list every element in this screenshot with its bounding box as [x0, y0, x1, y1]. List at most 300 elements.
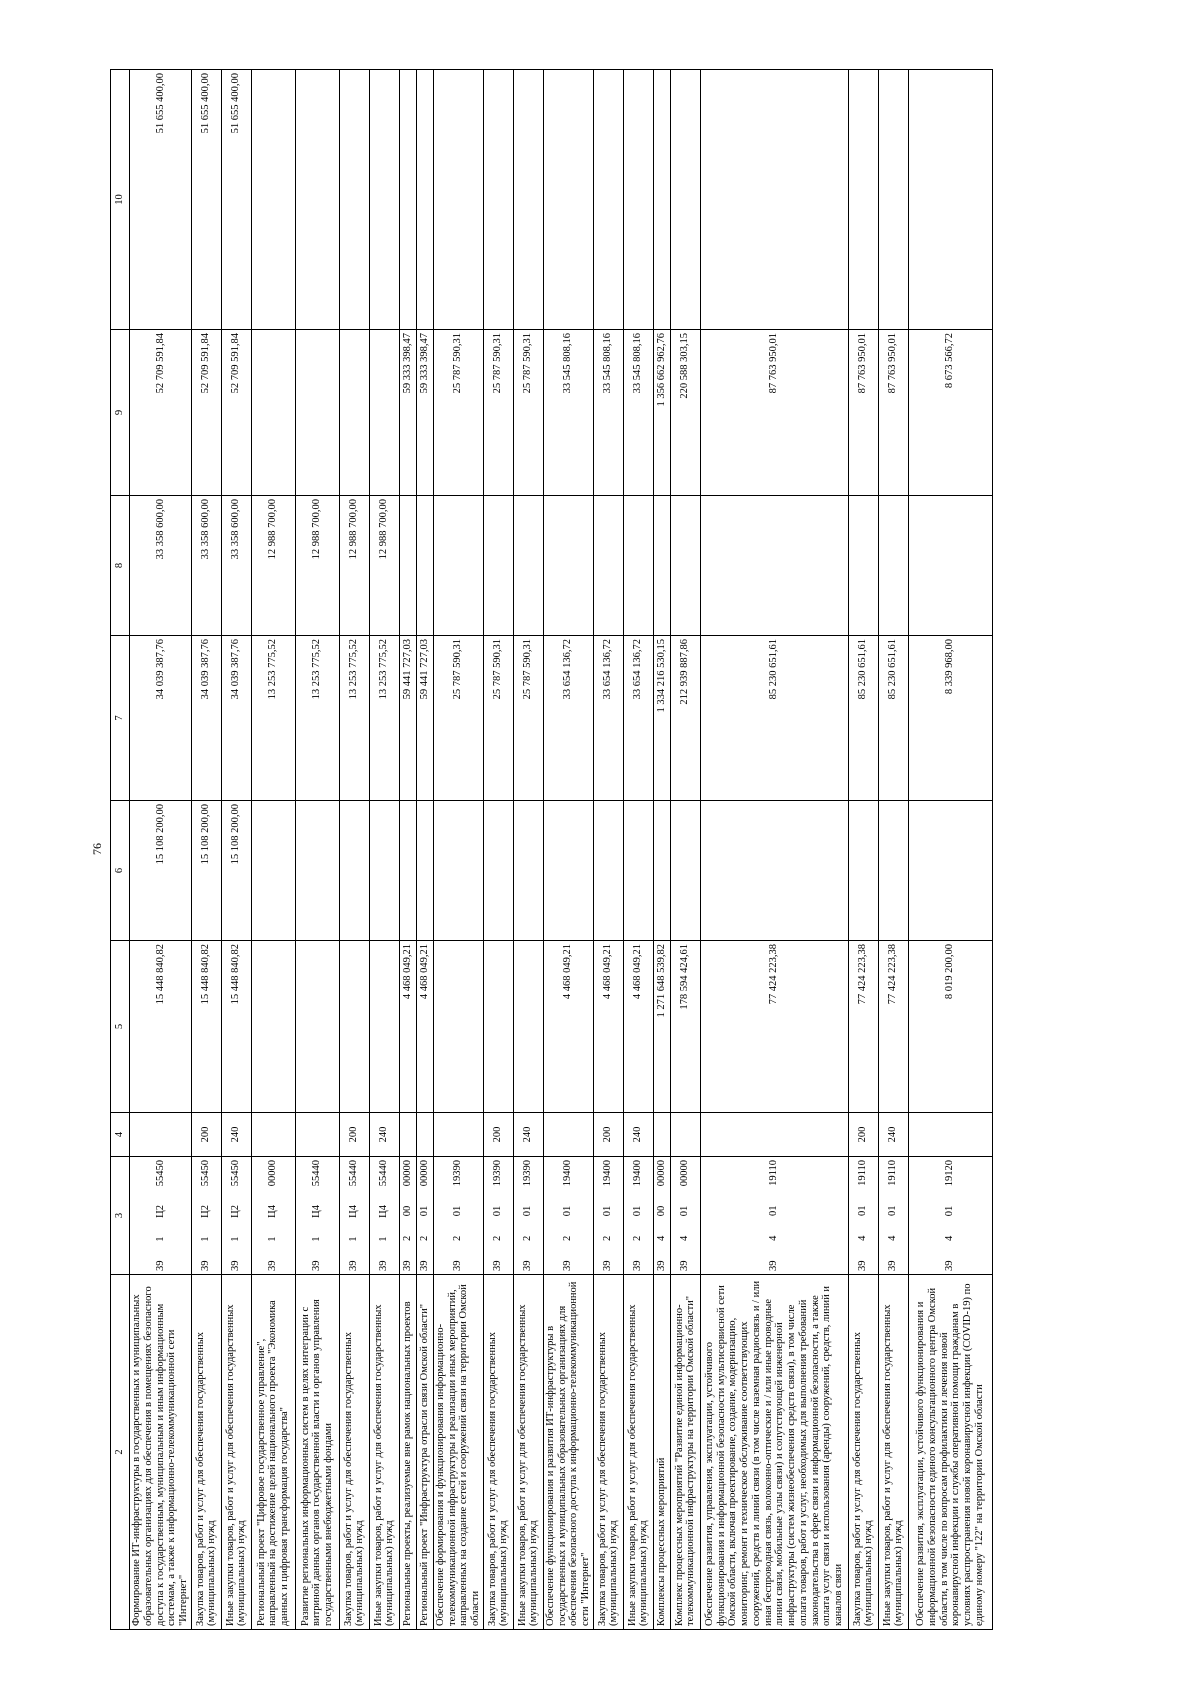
budget-code-part: 39	[768, 1260, 780, 1271]
table-row	[878, 70, 908, 1630]
amount-c10: 51 655 400,00	[191, 70, 221, 330]
expense-type	[670, 1113, 700, 1157]
budget-code-part: 00	[401, 1205, 413, 1217]
amount-c9: 25 787 590,31	[513, 330, 543, 496]
budget-code-part: 1	[230, 1236, 242, 1242]
amount-c10	[908, 70, 992, 330]
header-cell: 9	[111, 330, 130, 496]
budget-code-part: 55440	[348, 1160, 360, 1187]
amount-c6	[700, 801, 848, 941]
budget-code-part: Ц4	[378, 1204, 390, 1218]
budget-code-part: 19400	[632, 1160, 644, 1187]
expense-type	[908, 1113, 992, 1157]
row-description: Формирование ИТ-инфраструктуры в государственных и муниципальных образовательных организациях для обеспечения в помещениях безопасного доступа к государственным, муниципальным и иным информационным системам, а также к информационно-телекоммуникационной сети "Интернет"	[130, 1275, 192, 1630]
budget-code-part: 39	[679, 1260, 691, 1271]
row-description: Региональные проекты, реализуемые вне рамок национальных проектов	[399, 1275, 416, 1630]
expense-type	[653, 1113, 670, 1157]
amount-c6: 15 108 200,00	[191, 801, 221, 941]
row-description: Региональный проект "Инфраструктура отрасли связи Омской области"	[416, 1275, 433, 1630]
amount-c6	[593, 801, 623, 941]
budget-code-part: 55450	[154, 1160, 166, 1187]
header-cell: 2	[111, 1275, 130, 1630]
amount-c8	[623, 496, 653, 636]
amount-c6	[878, 801, 908, 941]
budget-code-part: 39	[401, 1260, 413, 1271]
budget-code	[700, 1157, 848, 1275]
amount-c6: 15 108 200,00	[221, 801, 251, 941]
budget-code-part: 4	[857, 1235, 869, 1241]
expense-type	[295, 1113, 339, 1157]
amount-c8	[670, 496, 700, 636]
table-row	[369, 70, 399, 1630]
amount-c5: 15 448 840,82	[191, 941, 221, 1113]
amount-c5: 77 424 223,38	[848, 941, 878, 1113]
amount-c6	[623, 801, 653, 941]
amount-c5: 8 019 200,00	[908, 941, 992, 1113]
budget-code-part: 2	[632, 1235, 644, 1241]
budget-code-part: 1	[348, 1236, 360, 1242]
budget-code-part: 39	[418, 1260, 430, 1271]
amount-c8: 12 988 700,00	[295, 496, 339, 636]
amount-c5: 4 468 049,21	[593, 941, 623, 1113]
budget-code-part: 19120	[944, 1160, 956, 1187]
expense-type	[416, 1113, 433, 1157]
amount-c9: 87 763 950,01	[700, 330, 848, 496]
row-description: Иные закупки товаров, работ и услуг для обеспечения государственных (муниципальных) нужд	[513, 1275, 543, 1630]
budget-code-part: 39	[452, 1260, 464, 1271]
amount-c9	[295, 330, 339, 496]
expense-type: 240	[221, 1113, 251, 1157]
budget-code-part: 55450	[200, 1160, 212, 1187]
table-row	[295, 70, 339, 1630]
amount-c10	[251, 70, 295, 330]
budget-code-part: 39	[378, 1260, 390, 1271]
amount-c6	[433, 801, 483, 941]
expense-type: 200	[848, 1113, 878, 1157]
amount-c6	[416, 801, 433, 941]
amount-c8	[908, 496, 992, 636]
amount-c5	[295, 941, 339, 1113]
amount-c10	[700, 70, 848, 330]
row-description: Обеспечение развития, эксплуатации, устойчивого функционирования и информационной безопасности единого консультационного центра Омской области, в том числе по вопросам профилактики и лечения новой коронавирусной инфекции и службы оперативной помощи гражданам в условиях распространения новой коронавирусной инфекции (COVID-19) по единому номеру "122" на территории Омской области	[908, 1275, 992, 1630]
amount-c9: 59 333 398,47	[416, 330, 433, 496]
table-row	[700, 70, 848, 1630]
budget-code-part: Ц4	[311, 1204, 323, 1218]
row-description: Иные закупки товаров, работ и услуг для обеспечения государственных (муниципальных) нужд	[221, 1275, 251, 1630]
budget-code-part: 01	[522, 1205, 534, 1217]
amount-c6	[848, 801, 878, 941]
budget-code-part: 4	[768, 1235, 780, 1241]
amount-c8	[513, 496, 543, 636]
amount-c6: 15 108 200,00	[130, 801, 192, 941]
amount-c9: 52 709 591,84	[130, 330, 192, 496]
amount-c10	[623, 70, 653, 330]
expense-type	[433, 1113, 483, 1157]
budget-code	[593, 1157, 623, 1275]
budget-code-part: Ц2	[154, 1204, 166, 1218]
budget-code	[623, 1157, 653, 1275]
budget-code-part: 4	[679, 1235, 691, 1241]
budget-code-part: 2	[522, 1235, 534, 1241]
expense-type	[251, 1113, 295, 1157]
budget-code-part: 19110	[768, 1160, 780, 1186]
amount-c10	[483, 70, 513, 330]
row-description: Обеспечение развития, управления, эксплуатации, устойчивого функционирования и информационной безопасности мультисервисной сети Омской области, включая проектирование, создание, модернизацию, мониторинг, ремонт и техническое обслуживание соответствующих сооружений, средств и линий связи (в том числе наземная радиосвязь и / или иная беспроводная связь, волоконно-оптические и / или иные проводные линии связи, мобильные узлы связи) и сопутствующей инженерной инфраструктуры (систем жизнеобеспечения средств связи), в том числе оплата товаров, работ и услуг, необходимых для выполнения требований законодательства в сфере связи и информационной безопасности, а также оплата услуг связи и использования (аренды) сооружений, средств, линий и каналов связи	[700, 1275, 848, 1630]
amount-c6	[369, 801, 399, 941]
budget-code-part: 01	[418, 1205, 430, 1217]
amount-c8	[653, 496, 670, 636]
budget-code-part: 1	[378, 1236, 390, 1242]
amount-c5: 15 448 840,82	[130, 941, 192, 1113]
table-row	[399, 70, 416, 1630]
amount-c5: 77 424 223,38	[878, 941, 908, 1113]
budget-code-part: 19390	[492, 1160, 504, 1187]
header-cell: 5	[111, 941, 130, 1113]
budget-code-part: 01	[602, 1205, 614, 1217]
amount-c6	[251, 801, 295, 941]
budget-code	[191, 1157, 221, 1275]
row-description: Региональный проект "Цифровое государственное управление", направленный на достижение целей национального проекта "Экономика данных и цифровая трансформация государства"	[251, 1275, 295, 1630]
budget-code	[878, 1157, 908, 1275]
row-description: Закупка товаров, работ и услуг для обеспечения государственных (муниципальных) нужд	[339, 1275, 369, 1630]
table-row	[339, 70, 369, 1630]
header-cell: 10	[111, 70, 130, 330]
amount-c7: 85 230 651,61	[848, 636, 878, 801]
budget-code-part: 39	[200, 1260, 212, 1271]
budget-code	[130, 1157, 192, 1275]
amount-c7: 34 039 387,76	[191, 636, 221, 801]
amount-c8	[433, 496, 483, 636]
expense-type: 200	[593, 1113, 623, 1157]
amount-c8	[848, 496, 878, 636]
budget-code-part: 01	[492, 1205, 504, 1217]
budget-code-part: 2	[401, 1235, 413, 1241]
amount-c7: 33 654 136,72	[593, 636, 623, 801]
amount-c5: 77 424 223,38	[700, 941, 848, 1113]
amount-c9	[339, 330, 369, 496]
expense-type: 240	[623, 1113, 653, 1157]
amount-c7: 8 339 968,00	[908, 636, 992, 801]
budget-code-part: 39	[522, 1260, 534, 1271]
budget-code	[295, 1157, 339, 1275]
amount-c6	[399, 801, 416, 941]
expense-type	[700, 1113, 848, 1157]
amount-c5: 4 468 049,21	[416, 941, 433, 1113]
budget-code-part: 01	[452, 1205, 464, 1217]
amount-c10: 51 655 400,00	[130, 70, 192, 330]
budget-code	[543, 1157, 593, 1275]
row-description: Обеспечение функционирования и развития ИТ-инфраструктуры в государственных и муниципальных образовательных организациях для обеспечения безопасного доступа к информационно-телекоммуникационной сети "Интернет"	[543, 1275, 593, 1630]
amount-c5	[251, 941, 295, 1113]
budget-code-part: 2	[602, 1235, 614, 1241]
header-row	[111, 70, 130, 1630]
budget-code-part: 00000	[655, 1160, 667, 1187]
amount-c5	[483, 941, 513, 1113]
amount-c5	[339, 941, 369, 1113]
amount-c9: 33 545 808,16	[623, 330, 653, 496]
amount-c10	[653, 70, 670, 330]
budget-code-part: 19110	[857, 1160, 869, 1186]
budget-code-part: 4	[887, 1235, 899, 1241]
budget-code-part: 2	[452, 1235, 464, 1241]
row-description: Закупка товаров, работ и услуг для обеспечения государственных (муниципальных) нужд	[593, 1275, 623, 1630]
budget-code-part: 4	[655, 1235, 667, 1241]
amount-c7: 33 654 136,72	[543, 636, 593, 801]
amount-c8: 12 988 700,00	[251, 496, 295, 636]
table-row	[908, 70, 992, 1630]
budget-table	[110, 69, 993, 1630]
budget-code	[416, 1157, 433, 1275]
amount-c5: 4 468 049,21	[623, 941, 653, 1113]
budget-code-part: 55450	[230, 1160, 242, 1187]
budget-code-part: Ц2	[230, 1204, 242, 1218]
amount-c10	[593, 70, 623, 330]
amount-c8	[399, 496, 416, 636]
table-row	[130, 70, 192, 1630]
budget-code-part: Ц4	[348, 1204, 360, 1218]
amount-c5: 4 468 049,21	[399, 941, 416, 1113]
budget-code-part: 01	[679, 1205, 691, 1217]
row-description: Развитие региональных информационных систем в целях интеграции с витриной данных органов государственной власти и органов управления государственными внебюджетными фондами	[295, 1275, 339, 1630]
amount-c6	[339, 801, 369, 941]
amount-c9: 52 709 591,84	[221, 330, 251, 496]
budget-code-part: 39	[602, 1260, 614, 1271]
expense-type	[130, 1113, 192, 1157]
budget-code-part: 39	[632, 1260, 644, 1271]
amount-c5: 1 271 648 539,82	[653, 941, 670, 1113]
header-cell: 7	[111, 636, 130, 801]
amount-c7: 59 441 727,03	[399, 636, 416, 801]
expense-type	[399, 1113, 416, 1157]
header-cell: 3	[111, 1157, 130, 1275]
amount-c10: 51 655 400,00	[221, 70, 251, 330]
budget-code-part: 00000	[418, 1160, 430, 1187]
amount-c7: 1 334 216 530,15	[653, 636, 670, 801]
amount-c10	[878, 70, 908, 330]
row-description: Иные закупки товаров, работ и услуг для обеспечения государственных (муниципальных) нужд	[369, 1275, 399, 1630]
amount-c7: 85 230 651,61	[700, 636, 848, 801]
budget-code	[399, 1157, 416, 1275]
budget-code-part: 39	[887, 1260, 899, 1271]
budget-code-part: Ц2	[200, 1204, 212, 1218]
amount-c10	[369, 70, 399, 330]
table-row	[433, 70, 483, 1630]
row-description: Комплекс процессных мероприятий "Развитие единой информационно-телекоммуникационной инфраструктуры на территории Омской области"	[670, 1275, 700, 1630]
amount-c7: 13 253 775,52	[339, 636, 369, 801]
expense-type: 200	[483, 1113, 513, 1157]
budget-code	[653, 1157, 670, 1275]
budget-code	[848, 1157, 878, 1275]
budget-code-part: 1	[267, 1236, 279, 1242]
table-row	[416, 70, 433, 1630]
amount-c9: 25 787 590,31	[483, 330, 513, 496]
amount-c9: 33 545 808,16	[543, 330, 593, 496]
amount-c9	[251, 330, 295, 496]
page-number: 76	[90, 843, 104, 855]
amount-c10	[543, 70, 593, 330]
expense-type: 200	[191, 1113, 221, 1157]
amount-c8	[593, 496, 623, 636]
row-description: Закупка товаров, работ и услуг для обеспечения государственных (муниципальных) нужд	[848, 1275, 878, 1630]
budget-code-part: 00000	[679, 1160, 691, 1187]
amount-c9: 52 709 591,84	[191, 330, 221, 496]
budget-code-part: 00000	[401, 1160, 413, 1187]
amount-c9	[369, 330, 399, 496]
table-row	[848, 70, 878, 1630]
amount-c8	[700, 496, 848, 636]
amount-c9: 1 356 662 962,76	[653, 330, 670, 496]
amount-c6	[543, 801, 593, 941]
amount-c7: 85 230 651,61	[878, 636, 908, 801]
table-body	[111, 70, 993, 1630]
amount-c5: 15 448 840,82	[221, 941, 251, 1113]
amount-c9: 59 333 398,47	[399, 330, 416, 496]
budget-code	[433, 1157, 483, 1275]
table-row	[670, 70, 700, 1630]
amount-c7: 59 441 727,03	[416, 636, 433, 801]
budget-code	[339, 1157, 369, 1275]
header-cell: 6	[111, 801, 130, 941]
amount-c8: 12 988 700,00	[369, 496, 399, 636]
amount-c9: 220 588 303,15	[670, 330, 700, 496]
amount-c7: 13 253 775,52	[295, 636, 339, 801]
amount-c9: 87 763 950,01	[878, 330, 908, 496]
budget-code-part: 1	[200, 1236, 212, 1242]
table-row	[483, 70, 513, 1630]
amount-c8: 33 358 600,00	[221, 496, 251, 636]
budget-code-part: 39	[311, 1260, 323, 1271]
row-description: Иные закупки товаров, работ и услуг для обеспечения государственных (муниципальных) нужд	[623, 1275, 653, 1630]
amount-c10	[295, 70, 339, 330]
rotated-page	[110, 70, 1160, 1630]
amount-c7: 25 787 590,31	[513, 636, 543, 801]
amount-c5	[369, 941, 399, 1113]
budget-code-part: 01	[632, 1205, 644, 1217]
budget-code-part: 39	[267, 1260, 279, 1271]
row-description: Обеспечение формирования и функционирования информационно-телекоммуникационной инфраструктуры и реализации иных мероприятий, направленных на создание сетей и сооружений связи на территории Омской области	[433, 1275, 483, 1630]
amount-c7: 13 253 775,52	[251, 636, 295, 801]
amount-c6	[295, 801, 339, 941]
budget-code-part: 55440	[311, 1160, 323, 1187]
budget-code-part: 2	[492, 1235, 504, 1241]
amount-c7: 34 039 387,76	[221, 636, 251, 801]
table-row	[543, 70, 593, 1630]
amount-c10	[416, 70, 433, 330]
amount-c7: 25 787 590,31	[483, 636, 513, 801]
table-row	[623, 70, 653, 1630]
row-description: Закупка товаров, работ и услуг для обеспечения государственных (муниципальных) нужд	[191, 1275, 221, 1630]
amount-c10	[513, 70, 543, 330]
budget-code	[670, 1157, 700, 1275]
budget-code-part: 39	[944, 1260, 956, 1271]
amount-c8	[878, 496, 908, 636]
budget-code-part: 39	[562, 1260, 574, 1271]
expense-type	[543, 1113, 593, 1157]
amount-c8	[483, 496, 513, 636]
amount-c10	[670, 70, 700, 330]
budget-code-part: 39	[655, 1260, 667, 1271]
expense-type: 240	[878, 1113, 908, 1157]
budget-code-part: 1	[311, 1236, 323, 1242]
budget-code-part: 2	[562, 1235, 574, 1241]
budget-code-part: 39	[857, 1260, 869, 1271]
budget-code-part: 19400	[562, 1160, 574, 1187]
header-cell: 8	[111, 496, 130, 636]
budget-code-part: 01	[944, 1205, 956, 1217]
budget-code-part: 19390	[452, 1160, 464, 1187]
amount-c7: 212 939 887,86	[670, 636, 700, 801]
table-row	[221, 70, 251, 1630]
budget-code-part: 39	[154, 1260, 166, 1271]
budget-code-part: 39	[230, 1260, 242, 1271]
budget-code-part: 39	[348, 1260, 360, 1271]
budget-code-part: 1	[154, 1236, 166, 1242]
row-description: Иные закупки товаров, работ и услуг для обеспечения государственных (муниципальных) нужд	[878, 1275, 908, 1630]
budget-code-part: 19400	[602, 1160, 614, 1187]
amount-c8	[416, 496, 433, 636]
budget-code	[483, 1157, 513, 1275]
amount-c6	[670, 801, 700, 941]
amount-c10	[399, 70, 416, 330]
budget-code-part: 19110	[887, 1160, 899, 1186]
amount-c7: 34 039 387,76	[130, 636, 192, 801]
amount-c10	[339, 70, 369, 330]
table-row	[593, 70, 623, 1630]
budget-code-part: 00	[655, 1205, 667, 1217]
budget-code-part: Ц4	[267, 1204, 279, 1218]
header-cell: 4	[111, 1113, 130, 1157]
table-row	[653, 70, 670, 1630]
amount-c8	[543, 496, 593, 636]
budget-code	[513, 1157, 543, 1275]
amount-c6	[653, 801, 670, 941]
budget-code	[369, 1157, 399, 1275]
amount-c10	[848, 70, 878, 330]
amount-c7: 33 654 136,72	[623, 636, 653, 801]
amount-c8: 12 988 700,00	[339, 496, 369, 636]
budget-code-part: 39	[492, 1260, 504, 1271]
amount-c7: 25 787 590,31	[433, 636, 483, 801]
budget-code-part: 01	[768, 1205, 780, 1216]
amount-c9: 25 787 590,31	[433, 330, 483, 496]
amount-c9: 87 763 950,01	[848, 330, 878, 496]
amount-c6	[483, 801, 513, 941]
budget-code-part: 4	[944, 1235, 956, 1241]
expense-type: 240	[513, 1113, 543, 1157]
budget-code-part: 2	[418, 1235, 430, 1241]
table-row	[251, 70, 295, 1630]
row-description: Закупка товаров, работ и услуг для обеспечения государственных (муниципальных) нужд	[483, 1275, 513, 1630]
amount-c5: 4 468 049,21	[543, 941, 593, 1113]
table-row	[513, 70, 543, 1630]
budget-code-part: 01	[887, 1205, 899, 1216]
expense-type: 240	[369, 1113, 399, 1157]
amount-c5	[513, 941, 543, 1113]
row-description: Комплексы процессных мероприятий	[653, 1275, 670, 1630]
budget-code-part: 55440	[378, 1160, 390, 1187]
budget-code	[908, 1157, 992, 1275]
budget-code	[221, 1157, 251, 1275]
budget-code-part: 00000	[267, 1160, 279, 1187]
amount-c7: 13 253 775,52	[369, 636, 399, 801]
budget-code-part: 01	[562, 1205, 574, 1217]
budget-code	[251, 1157, 295, 1275]
amount-c10	[433, 70, 483, 330]
budget-code-part: 19390	[522, 1160, 534, 1187]
table-row	[191, 70, 221, 1630]
amount-c9: 8 673 566,72	[908, 330, 992, 496]
amount-c8: 33 358 600,00	[191, 496, 221, 636]
